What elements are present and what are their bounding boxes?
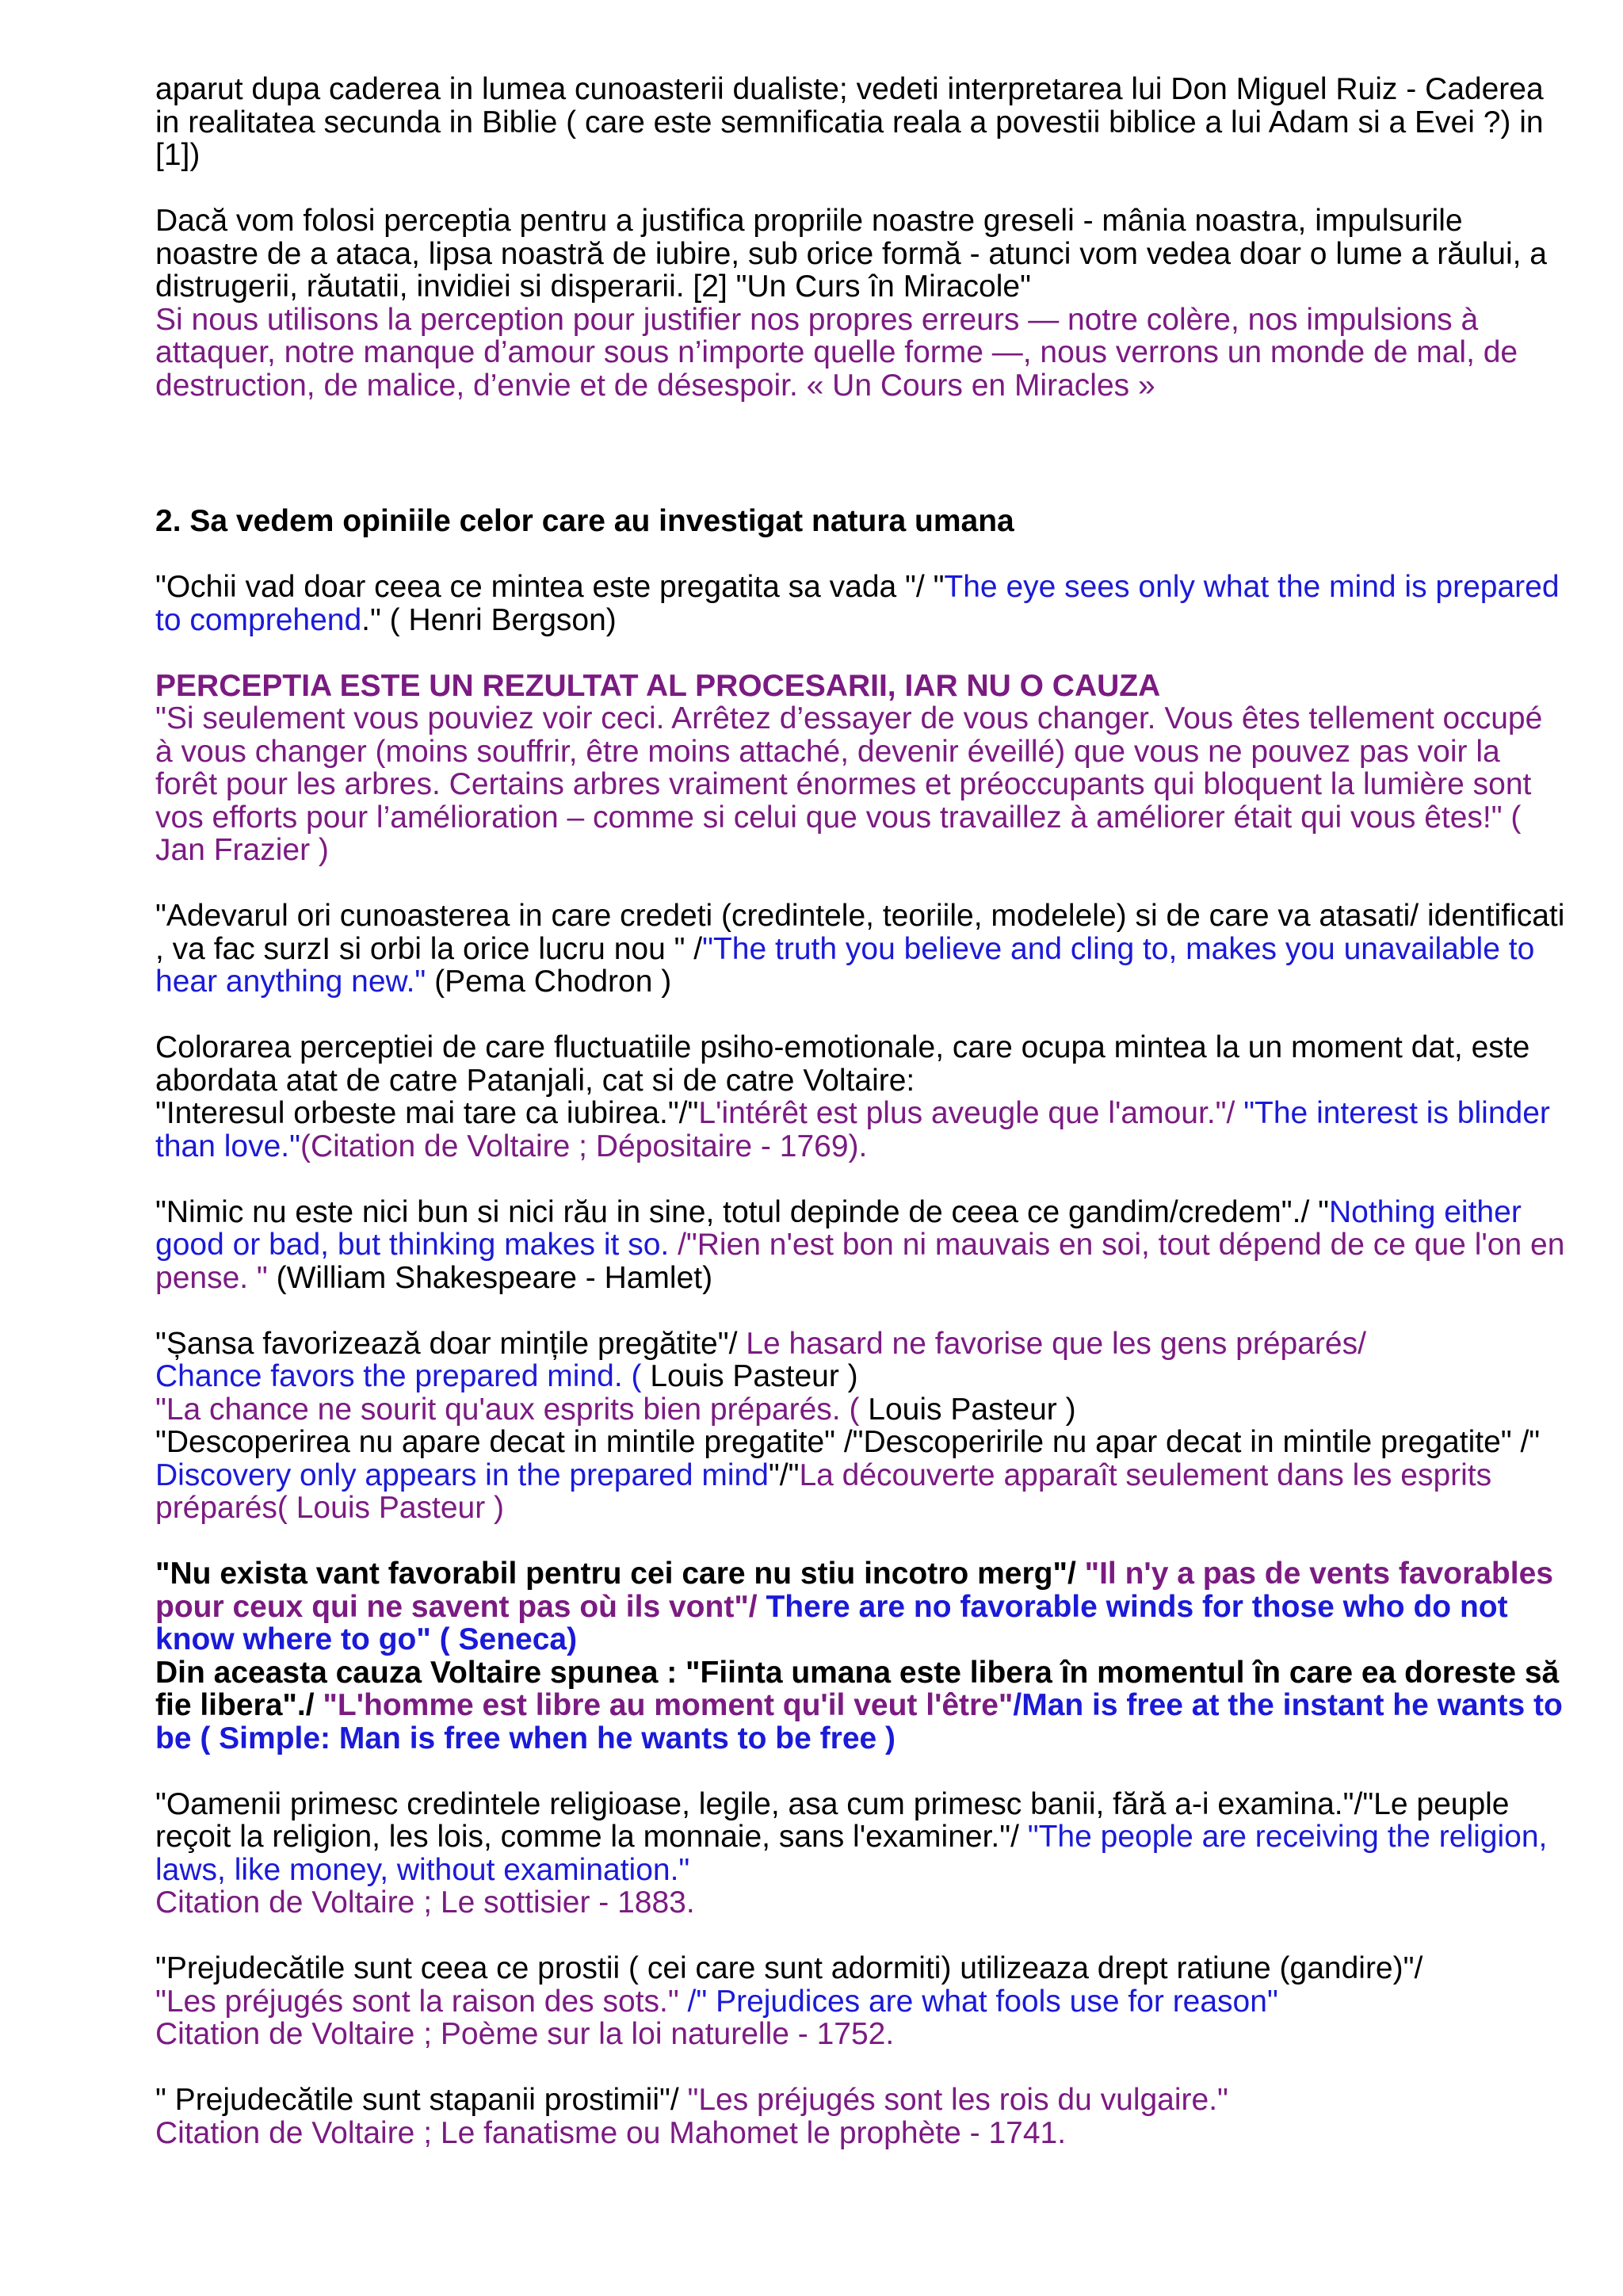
chodron-source: (Pema Chodron ) (426, 965, 672, 999)
voltaire-interest-quote (155, 1031, 1566, 1163)
poeme-en: /" Prejudices are what fools use for reason" (678, 1984, 1278, 2019)
pasteur-ro3: "/" (768, 1457, 800, 1492)
interest-ro: "Interesul orbeste mai tare ca iubirea."/" (155, 1096, 699, 1130)
sottisier-ro: "Oamenii primesc credintele religioase, legile, asa cum primesc banii, fără a-i examina."/"Le peuple reçoit la religion, les lois, comme la monnaie, sans l'examiner."/ (155, 1786, 1510, 1854)
bergson-ro: "Ochii vad doar ceea ce mintea este pregatita sa vada "/ " (155, 570, 945, 604)
pasteur-en1: Chance favors the prepared mind. ( (155, 1359, 642, 1393)
pasteur-fr1: Le hasard ne favorise que les gens préparés/ (746, 1326, 1366, 1361)
seneca-fr: "Il n'y a pas de vents favorables pour ceux qui ne savent pas où ils vont"/ (155, 1557, 1553, 1624)
shakespeare-quote (155, 1196, 1566, 1295)
fanatisme-source: Citation de Voltaire ; Le fanatisme ou Mahomet le prophète - 1741. (155, 2115, 1067, 2150)
chodron-quote (155, 900, 1566, 999)
seneca-ro: "Nu exista vant favorabil pentru cei care nu stiu incotro merg"/ (155, 1557, 1085, 1591)
poeme-fr: "Les préjugés sont la raison des sots." (155, 1984, 679, 2019)
seneca-block (155, 1557, 1566, 1755)
pasteur-source1: Louis Pasteur ) (641, 1359, 858, 1393)
pasteur-ro1: "Șansa favorizează doar mințile pregătite"/ (155, 1326, 747, 1361)
interest-en: "The interest is blinder than love." (155, 1096, 1550, 1163)
miracles-fr: Si nous utilisons la perception pour justifier nos propres erreurs — notre colère, nos impulsions à attaquer, notre manque d’amour sous n’importe quelle forme —, nous verrons un monde de mal, de destruction, de malice, d’envie et de désespoir. « Un Cours en Miracles » (155, 302, 1518, 403)
fanatisme-quote (155, 2084, 1566, 2149)
pasteur-source2: Louis Pasteur ) (859, 1392, 1076, 1427)
sottisier-quote (155, 1788, 1566, 1920)
perception-heading: PERCEPTIA ESTE UN REZULTAT AL PROCESARII, IAR NU O CAUZA (155, 668, 1161, 703)
interest-fr: L'intérêt est plus aveugle que l'amour."/ (698, 1096, 1244, 1130)
bergson-en: The eye sees only what the mind is prepared to comprehend (155, 570, 1560, 637)
poeme-ro: "Prejudecătile sunt ceea ce prostii ( cei care sunt adormiti) utilizeaza drept ratiune (gandire)"/ (155, 1951, 1423, 1985)
interest-source: (Citation de Voltaire ; Dépositaire - 1769). (300, 1129, 868, 1163)
shakespeare-ro: "Nimic nu este nici bun si nici rău in sine, totul depinde de ceea ce gandim/credem"./ " (155, 1194, 1329, 1229)
pasteur-fr2: "La chance ne sourit qu'aux esprits bien préparés. ( (155, 1392, 860, 1427)
fanatisme-ro: " Prejudecătile sunt stapanii prostimii"/ (155, 2083, 688, 2117)
chodron-en: "The truth you believe and cling to, makes you unavailable to hear anything new." (155, 931, 1535, 999)
fanatisme-fr: "Les préjugés sont les rois du vulgaire." (687, 2083, 1228, 2117)
pasteur-ro2: "Descoperirea nu apare decat in mintile pregatite" /"Descoperirile nu apar decat in mintile pregatite" /" (155, 1425, 1541, 1459)
frazier-block (155, 670, 1566, 867)
document-page (155, 73, 1566, 2149)
intro-text: aparut dupa caderea in lumea cunoasterii dualiste; vedeti interpretarea lui Don Miguel Ruiz - Caderea in realitatea secunda in Biblie ( care este semnificatia reala a povestii biblice a lui Adam si a Evei ?) in [1]) (155, 72, 1544, 172)
shakespeare-en: Nothing either good or bad, but thinking makes it so. (155, 1194, 1522, 1262)
sottisier-source: Citation de Voltaire ; Le sottisier - 1883. (155, 1885, 695, 1920)
sottisier-en: "The people are receiving the religion, laws, like money, without examination." (155, 1820, 1548, 1887)
voltaire-free-en: /Man is free at the instant he wants to be ( Simple: Man is free when he wants to be free ) (155, 1688, 1563, 1755)
bergson-source: ." ( Henri Bergson) (361, 602, 617, 637)
chodron-ro: "Adevarul ori cunoasterea in care credeti (credintele, teoriile, modelele) si de care va atasati/ identificati , va fac surzI si orbi la orice lucru nou " / (155, 899, 1565, 966)
pasteur-block (155, 1328, 1566, 1525)
section-heading: 2. Sa vedem opiniile celor care au investigat natura umana (155, 504, 1014, 538)
poeme-source: Citation de Voltaire ; Poème sur la loi naturelle - 1752. (155, 2017, 895, 2051)
seneca-en: There are no favorable winds for those who do not know where to go" ( Seneca) (155, 1589, 1508, 1656)
miracles-ro: Dacă vom folosi perceptia pentru a justifica propriile noastre greseli - mânia noastra, impulsurile noastre de a ataca, lipsa noastră de iubire, sub orice formă - atunci vom vedea doar o lume a răului, a distrugerii, răutatii, invidiei si disperarii. [2] "Un Curs în Miracole" (155, 204, 1547, 304)
shakespeare-fr: /"Rien n'est bon ni mauvais en soi, tout dépend de ce que l'on en pense. " (155, 1228, 1565, 1295)
patanjali-text: Colorarea perceptiei de care fluctuatiile psiho-emotionale, care ocupa mintea la un moment dat, este abordata atat de catre Patanjali, cat si de catre Voltaire: (155, 1030, 1530, 1098)
pasteur-fr3: La découverte apparaît seulement dans les esprits préparés( Louis Pasteur ) (155, 1457, 1492, 1525)
shakespeare-source: (William Shakespeare - Hamlet) (267, 1260, 713, 1295)
voltaire-free-ro: Din aceasta cauza Voltaire spunea : "Fiinta umana este libera în momentul în care ea doreste să fie libera"./ (155, 1655, 1560, 1722)
voltaire-free-fr: "L'homme est libre au moment qu'il veut l'être" (323, 1688, 1014, 1722)
miracles-paragraph (155, 204, 1566, 402)
bergson-quote (155, 571, 1566, 636)
frazier-quote: "Si seulement vous pouviez voir ceci. Arrêtez d’essayer de vous changer. Vous êtes tellement occupé à vous changer (moins souffrir, être moins attaché, devenir éveillé) que vous ne pouvez pas voir la forêt pour les arbres. Certains arbres vraiment énormes et préoccupants qui bloquent la lumière sont vos efforts pour l’amélioration – comme si celui que vous travaillez à améliorer était qui vous êtes!" ( Jan Frazier ) (155, 701, 1543, 867)
pasteur-en2: Discovery only appears in the prepared mind (155, 1457, 769, 1492)
poeme-quote (155, 1952, 1566, 2051)
intro-paragraph (155, 73, 1566, 172)
